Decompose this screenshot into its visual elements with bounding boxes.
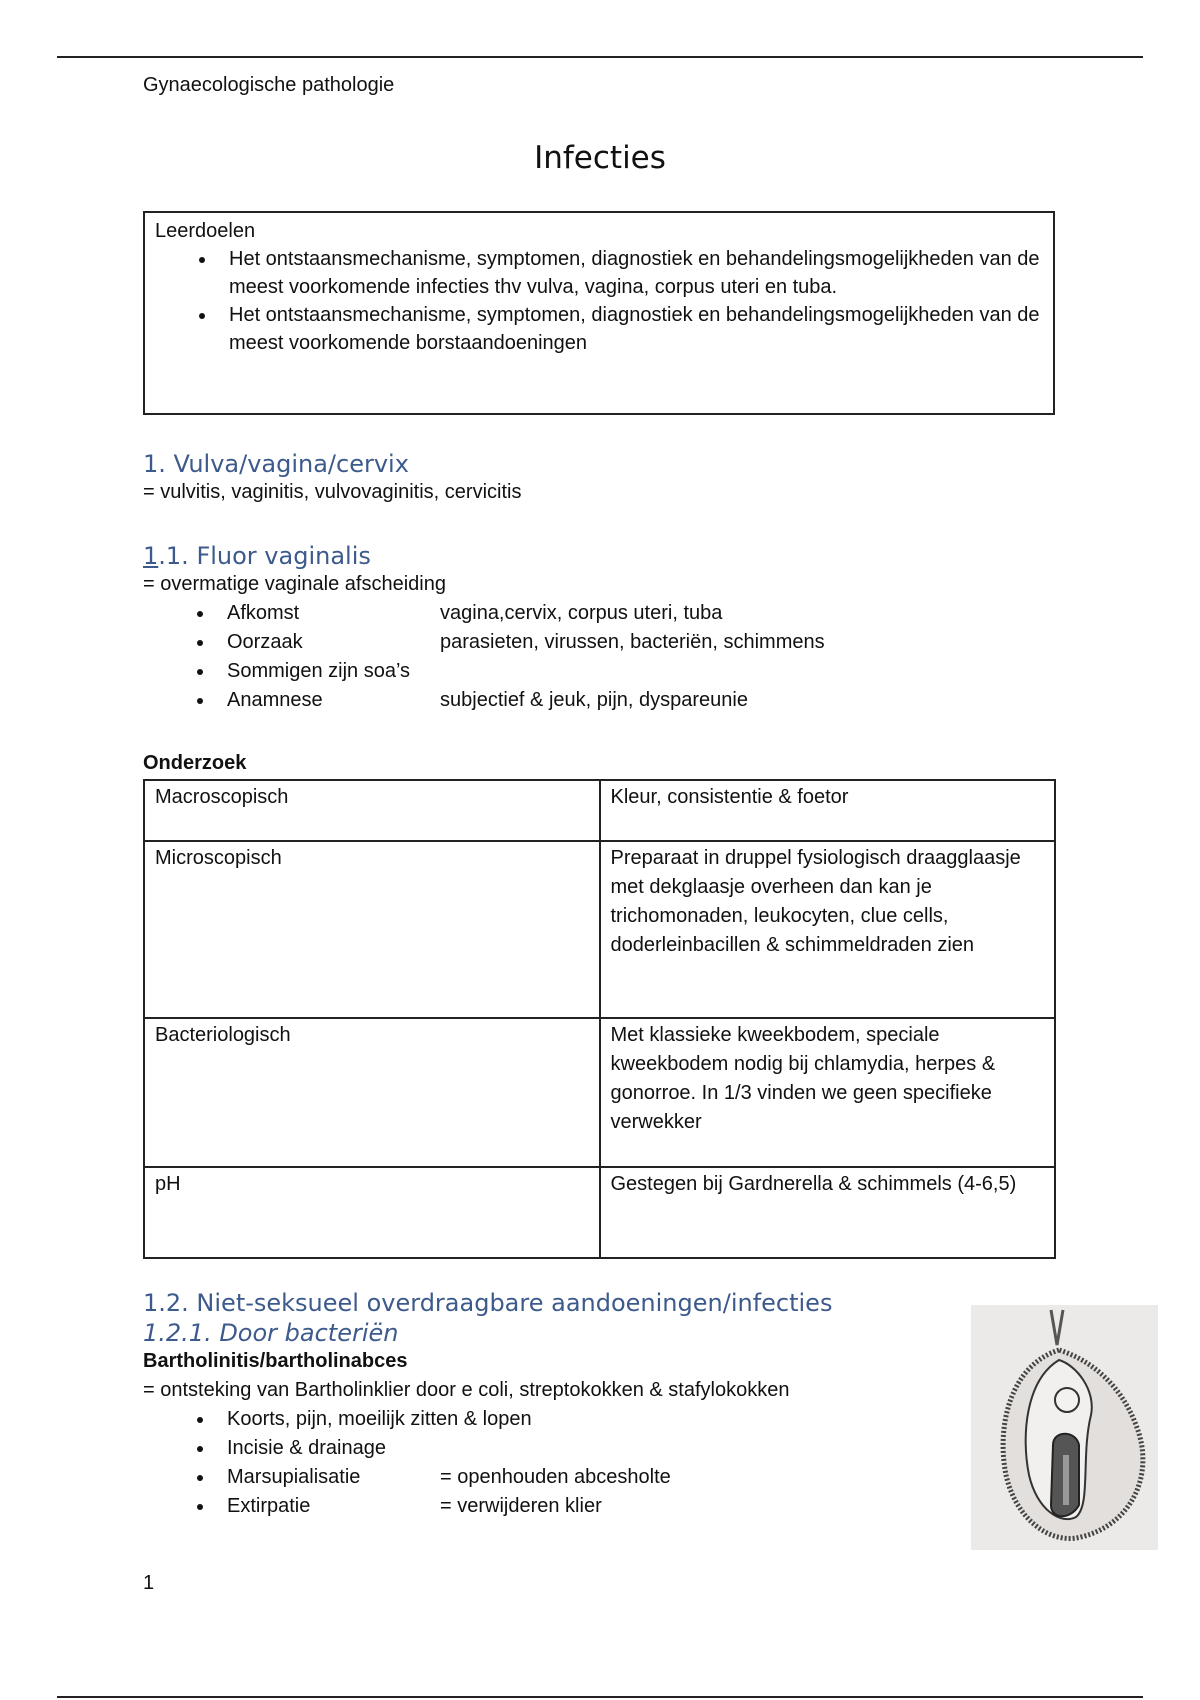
table-row: Bacteriologisch Met klassieke kweekbodem, speciale kweekbodem nodig bij chlamydia, herpes & gonorroe. In 1/3 vinden we geen specifieke verwekker [144,1018,1055,1167]
footer-rule [57,1696,1143,1698]
table-row: Macroscopisch Kleur, consistentie & foetor [144,780,1055,841]
list-item: • Afkomst vagina,cervix, corpus uteri, tuba [215,599,1043,628]
onderzoek-label: Onderzoek [143,752,247,774]
subsection-heading: 1.2.1. Door bacteriën [143,1319,399,1347]
list-item: • Sommigen zijn soa’s [215,657,1043,686]
section-text: = vulvitis, vaginitis, vulvovaginitis, cervicitis [143,481,522,503]
section-1-1 [143,542,1043,715]
leerdoel-item: • Het ontstaansmechanisme, symptomen, diagnostiek en behandelingsmogelijkheden van de meest voorkomende infecties thv vulva, vagina, corpus uteri en tuba. [217,245,1043,301]
section-text: = overmatige vaginale afscheiding [143,573,446,595]
list-item: • Incisie & drainage [215,1434,963,1463]
running-header: Gynaecologische pathologie [143,74,395,96]
onderzoek-table [143,779,1056,1259]
page-number: 1 [143,1572,155,1594]
list-item: • Extirpatie = verwijderen klier [215,1492,963,1521]
list-item: • Oorzaak parasieten, virussen, bacteriën, schimmens [215,628,1043,657]
section-heading: 1.2. Niet-seksueel overdraagbare aandoeningen/infecties [143,1289,833,1317]
heading-number: 1 [143,542,159,570]
leerdoel-item: • Het ontstaansmechanisme, symptomen, diagnostiek en behandelingsmogelijkheden van de meest voorkomende borstaandoeningen [217,301,1043,357]
list-item: • Marsupialisatie = openhouden abcesholte [215,1463,963,1492]
section-heading: 1. Vulva/vagina/cervix [143,450,409,478]
table-row: pH Gestegen bij Gardnerella & schimmels (4-6,5) [144,1167,1055,1258]
topic-heading: Bartholinitis/bartholinabces [143,1350,408,1372]
section-heading: .1. Fluor vaginalis [158,542,371,570]
section-text: = ontsteking van Bartholinklier door e coli, streptokokken & stafylokokken [143,1379,790,1401]
section-1-2 [143,1289,963,1521]
list-item: • Anamnese subjectief & jeuk, pijn, dyspareunie [215,686,1043,715]
page-title: Infecties [534,140,666,176]
table-row: Microscopisch Preparaat in druppel fysiologisch draagglaasje met dekglaasje overheen dan kan je trichomonaden, leukocyten, clue cells, doderleinbacillen & schimmeldraden zien [144,841,1055,1018]
bartholin-illustration [971,1305,1158,1550]
list-item: • Koorts, pijn, moeilijk zitten & lopen [215,1405,963,1434]
section-1 [143,450,521,507]
leerdoelen-box [143,211,1055,415]
leerdoelen-label: Leerdoelen [155,220,256,242]
header-rule [57,56,1143,58]
